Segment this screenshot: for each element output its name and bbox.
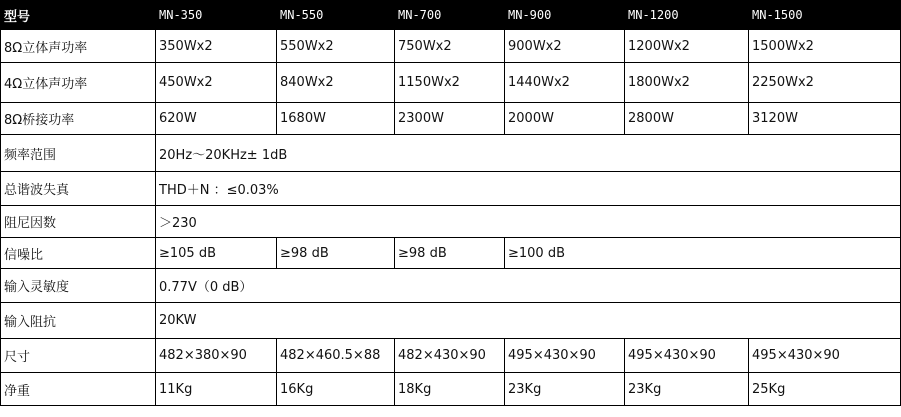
row-label: 总谐波失真 [1, 172, 156, 206]
table-cell: 1200Wx2 [625, 30, 749, 63]
table-row [1, 339, 901, 373]
table-cell: ＞230 [156, 206, 901, 238]
header-row [1, 1, 901, 30]
table-row [1, 103, 901, 135]
table-cell: 20Hz～20KHz± 1dB [156, 135, 901, 172]
row-label: 频率范围 [1, 135, 156, 172]
table-row [1, 172, 901, 206]
table-cell: ≥100 dB [505, 238, 901, 269]
table-cell: 18Kg [395, 373, 505, 406]
table-cell: ≥98 dB [395, 238, 505, 269]
table-cell: 840Wx2 [277, 63, 395, 103]
table-cell: 495×430×90 [625, 339, 749, 373]
table-cell: 495×430×90 [505, 339, 625, 373]
table-cell: 900Wx2 [505, 30, 625, 63]
table-row [1, 206, 901, 238]
header-model: MN-1200 [625, 1, 749, 30]
header-model: MN-900 [505, 1, 625, 30]
row-label: 8Ω桥接功率 [1, 103, 156, 135]
table-row [1, 30, 901, 63]
row-label: 输入阻抗 [1, 303, 156, 339]
table-cell: 20KW [156, 303, 901, 339]
table-cell: 482×430×90 [395, 339, 505, 373]
table-row [1, 373, 901, 406]
row-label: 信噪比 [1, 238, 156, 269]
table-cell: 350Wx2 [156, 30, 277, 63]
row-label: 4Ω立体声功率 [1, 63, 156, 103]
header-model-label: 型号 [1, 1, 156, 30]
table-cell: 620W [156, 103, 277, 135]
table-cell: 1800Wx2 [625, 63, 749, 103]
table-cell: 11Kg [156, 373, 277, 406]
table-cell: THD＋N ：≤0.03% [156, 172, 901, 206]
table-cell: 1150Wx2 [395, 63, 505, 103]
header-model: MN-350 [156, 1, 277, 30]
table-cell: 495×430×90 [749, 339, 901, 373]
table-cell: 16Kg [277, 373, 395, 406]
table-cell: 23Kg [505, 373, 625, 406]
row-label: 尺寸 [1, 339, 156, 373]
table-row [1, 303, 901, 339]
header-model: MN-1500 [749, 1, 901, 30]
row-label: 输入灵敏度 [1, 269, 156, 303]
header-model: MN-550 [277, 1, 395, 30]
header-model: MN-700 [395, 1, 505, 30]
table-cell: 2250Wx2 [749, 63, 901, 103]
row-label: 阻尼因数 [1, 206, 156, 238]
table-cell: 482×460.5×88 [277, 339, 395, 373]
table-cell: 550Wx2 [277, 30, 395, 63]
table-cell: 482×380×90 [156, 339, 277, 373]
table-row [1, 269, 901, 303]
table-cell: 25Kg [749, 373, 901, 406]
table-cell: 1680W [277, 103, 395, 135]
table-cell: 0.77V（0 dB） [156, 269, 901, 303]
table-row [1, 238, 901, 269]
table-cell: 2000W [505, 103, 625, 135]
row-label: 8Ω立体声功率 [1, 30, 156, 63]
table-row [1, 63, 901, 103]
table-cell: 3120W [749, 103, 901, 135]
table-cell: 750Wx2 [395, 30, 505, 63]
table-cell: 450Wx2 [156, 63, 277, 103]
table-row [1, 135, 901, 172]
table-cell: 1500Wx2 [749, 30, 901, 63]
table-cell: 23Kg [625, 373, 749, 406]
table-cell: ≥105 dB [156, 238, 277, 269]
table-cell: 1440Wx2 [505, 63, 625, 103]
table-cell: ≥98 dB [277, 238, 395, 269]
row-label: 净重 [1, 373, 156, 406]
table-cell: 2300W [395, 103, 505, 135]
table-cell: 2800W [625, 103, 749, 135]
